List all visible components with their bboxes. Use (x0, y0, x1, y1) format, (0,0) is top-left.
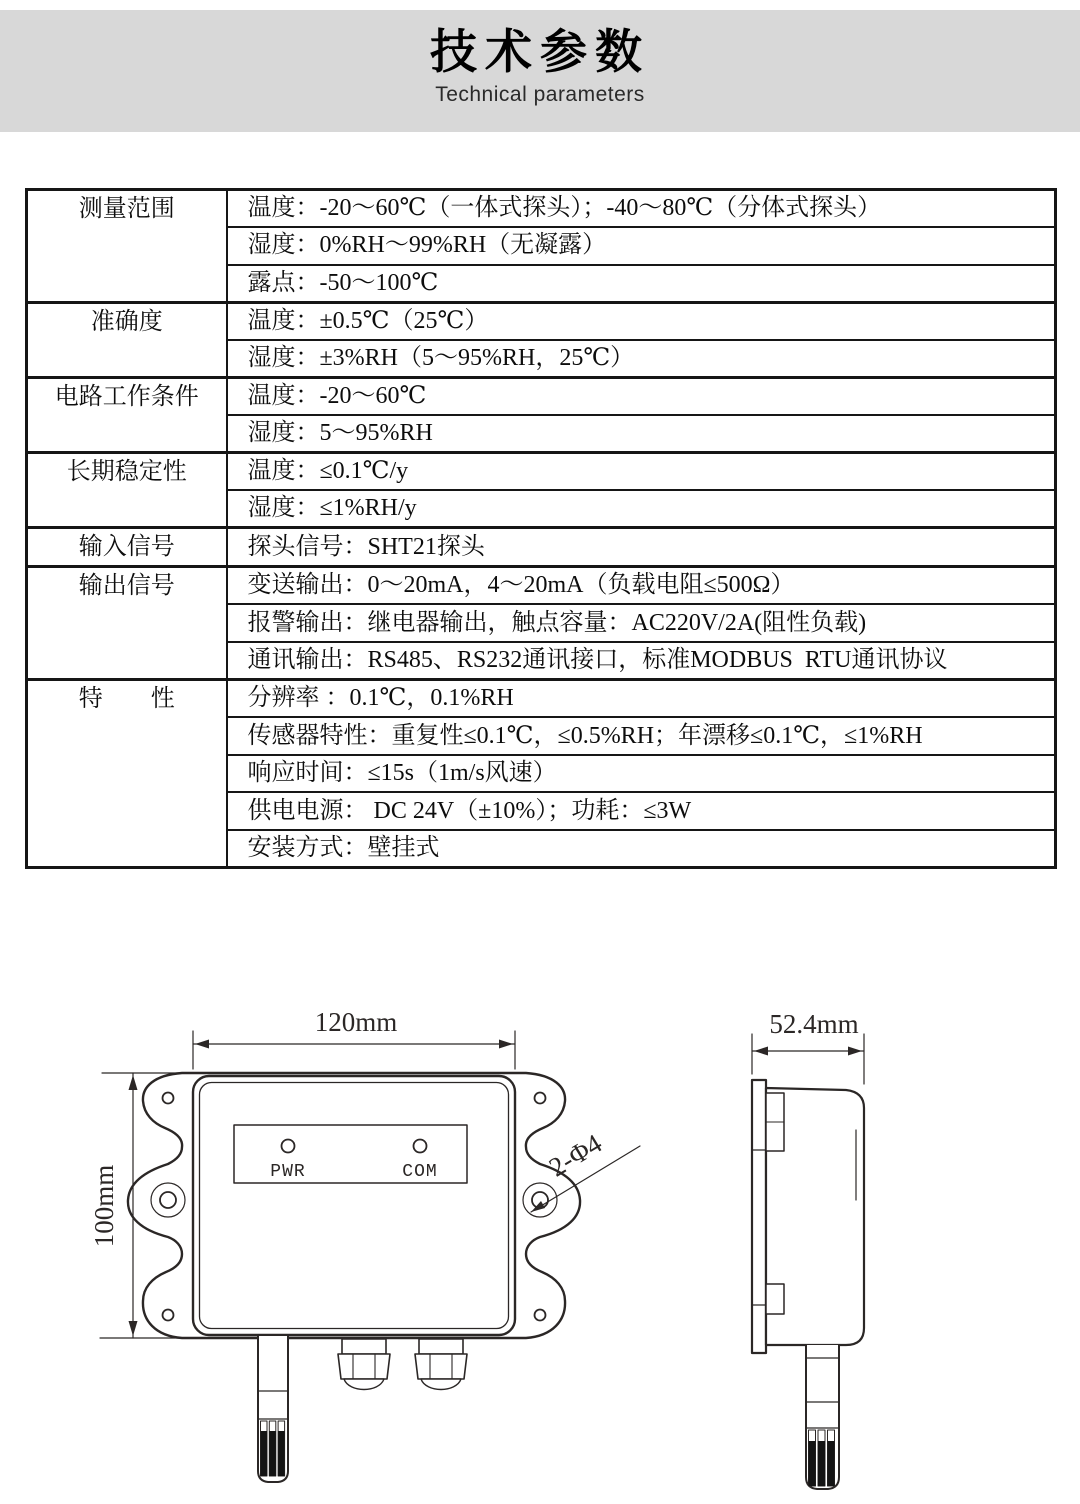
enclosure-body (193, 1076, 515, 1335)
page-subtitle: Technical parameters (435, 83, 645, 106)
table-row (27, 453, 1056, 491)
height-dimension-label: 100mm (89, 1164, 119, 1248)
side-view-drawing (752, 1009, 864, 1489)
spec-value: 分辨率 ：0.1℃，0.1%RH (227, 680, 1056, 718)
table-row (27, 680, 1056, 718)
depth-dimension-label: 52.4mm (769, 1009, 859, 1039)
spec-group-label: 长期稳定性 (27, 453, 227, 528)
spec-value: 湿度：0%RH～99%RH（无凝露） (227, 227, 1056, 265)
hole-callout-label: 2-Φ4 (543, 1128, 607, 1183)
table-row (27, 528, 1056, 567)
sensor-probe (806, 1345, 839, 1489)
spec-value: 安装方式：壁挂式 (227, 830, 1056, 868)
front-view-drawing (89, 1007, 640, 1482)
cable-gland (338, 1339, 390, 1390)
spec-value: 变送输出：0～20mA，4～20mA（负载电阻≤500Ω） (227, 567, 1056, 605)
spec-value: 供电电源： DC 24V（±10%）；功耗：≤3W (227, 792, 1056, 830)
sensor-probe (258, 1336, 288, 1482)
spec-value: 报警输出：继电器输出，触点容量：AC220V/2A(阻性负载) (227, 604, 1056, 642)
power-led-label: PWR (270, 1162, 306, 1182)
spec-group-label: 特 性 (27, 680, 227, 868)
cable-gland (415, 1339, 467, 1390)
spec-table (25, 188, 1057, 869)
spec-group-label: 准确度 (27, 302, 227, 377)
spec-value: 湿度：5～95%RH (227, 415, 1056, 453)
spec-value: 通讯输出：RS485、RS232通讯接口，标准MODBUS RTU通讯协议 (227, 642, 1056, 680)
spec-group-label: 测量范围 (27, 190, 227, 303)
spec-group-label: 输出信号 (27, 567, 227, 680)
spec-value: 探头信号：SHT21探头 (227, 528, 1056, 567)
table-row (27, 567, 1056, 605)
spec-value: 温度：±0.5℃（25℃） (227, 302, 1056, 340)
spec-group-label: 电路工作条件 (27, 377, 227, 452)
spec-value: 温度：-20～60℃ (227, 377, 1056, 415)
spec-value: 传感器特性：重复性≤0.1℃，≤0.5%RH；年漂移≤0.1℃，≤1%RH (227, 717, 1056, 755)
dimension-drawings (0, 950, 1080, 1504)
spec-value: 露点：-50～100℃ (227, 265, 1056, 303)
spec-value: 湿度：≤1%RH/y (227, 490, 1056, 528)
depth-dimension (752, 1034, 864, 1084)
table-row (27, 302, 1056, 340)
spec-value: 湿度：±3%RH（5～95%RH，25℃） (227, 340, 1056, 378)
spec-group-label: 输入信号 (27, 528, 227, 567)
spec-value: 温度：-20～60℃（一体式探头）；-40～80℃（分体式探头） (227, 190, 1056, 228)
spec-value: 响应时间：≤15s（1m/s风速） (227, 755, 1056, 793)
width-dimension-label: 120mm (314, 1007, 398, 1037)
com-led-label: COM (402, 1162, 438, 1182)
page-title: 技术参数 (430, 25, 650, 78)
spec-value: 温度：≤0.1℃/y (227, 453, 1056, 491)
header-band (0, 10, 1080, 132)
side-back-plate (752, 1080, 766, 1353)
table-row (27, 377, 1056, 415)
table-row (27, 190, 1056, 228)
side-ear-tab (766, 1284, 784, 1314)
